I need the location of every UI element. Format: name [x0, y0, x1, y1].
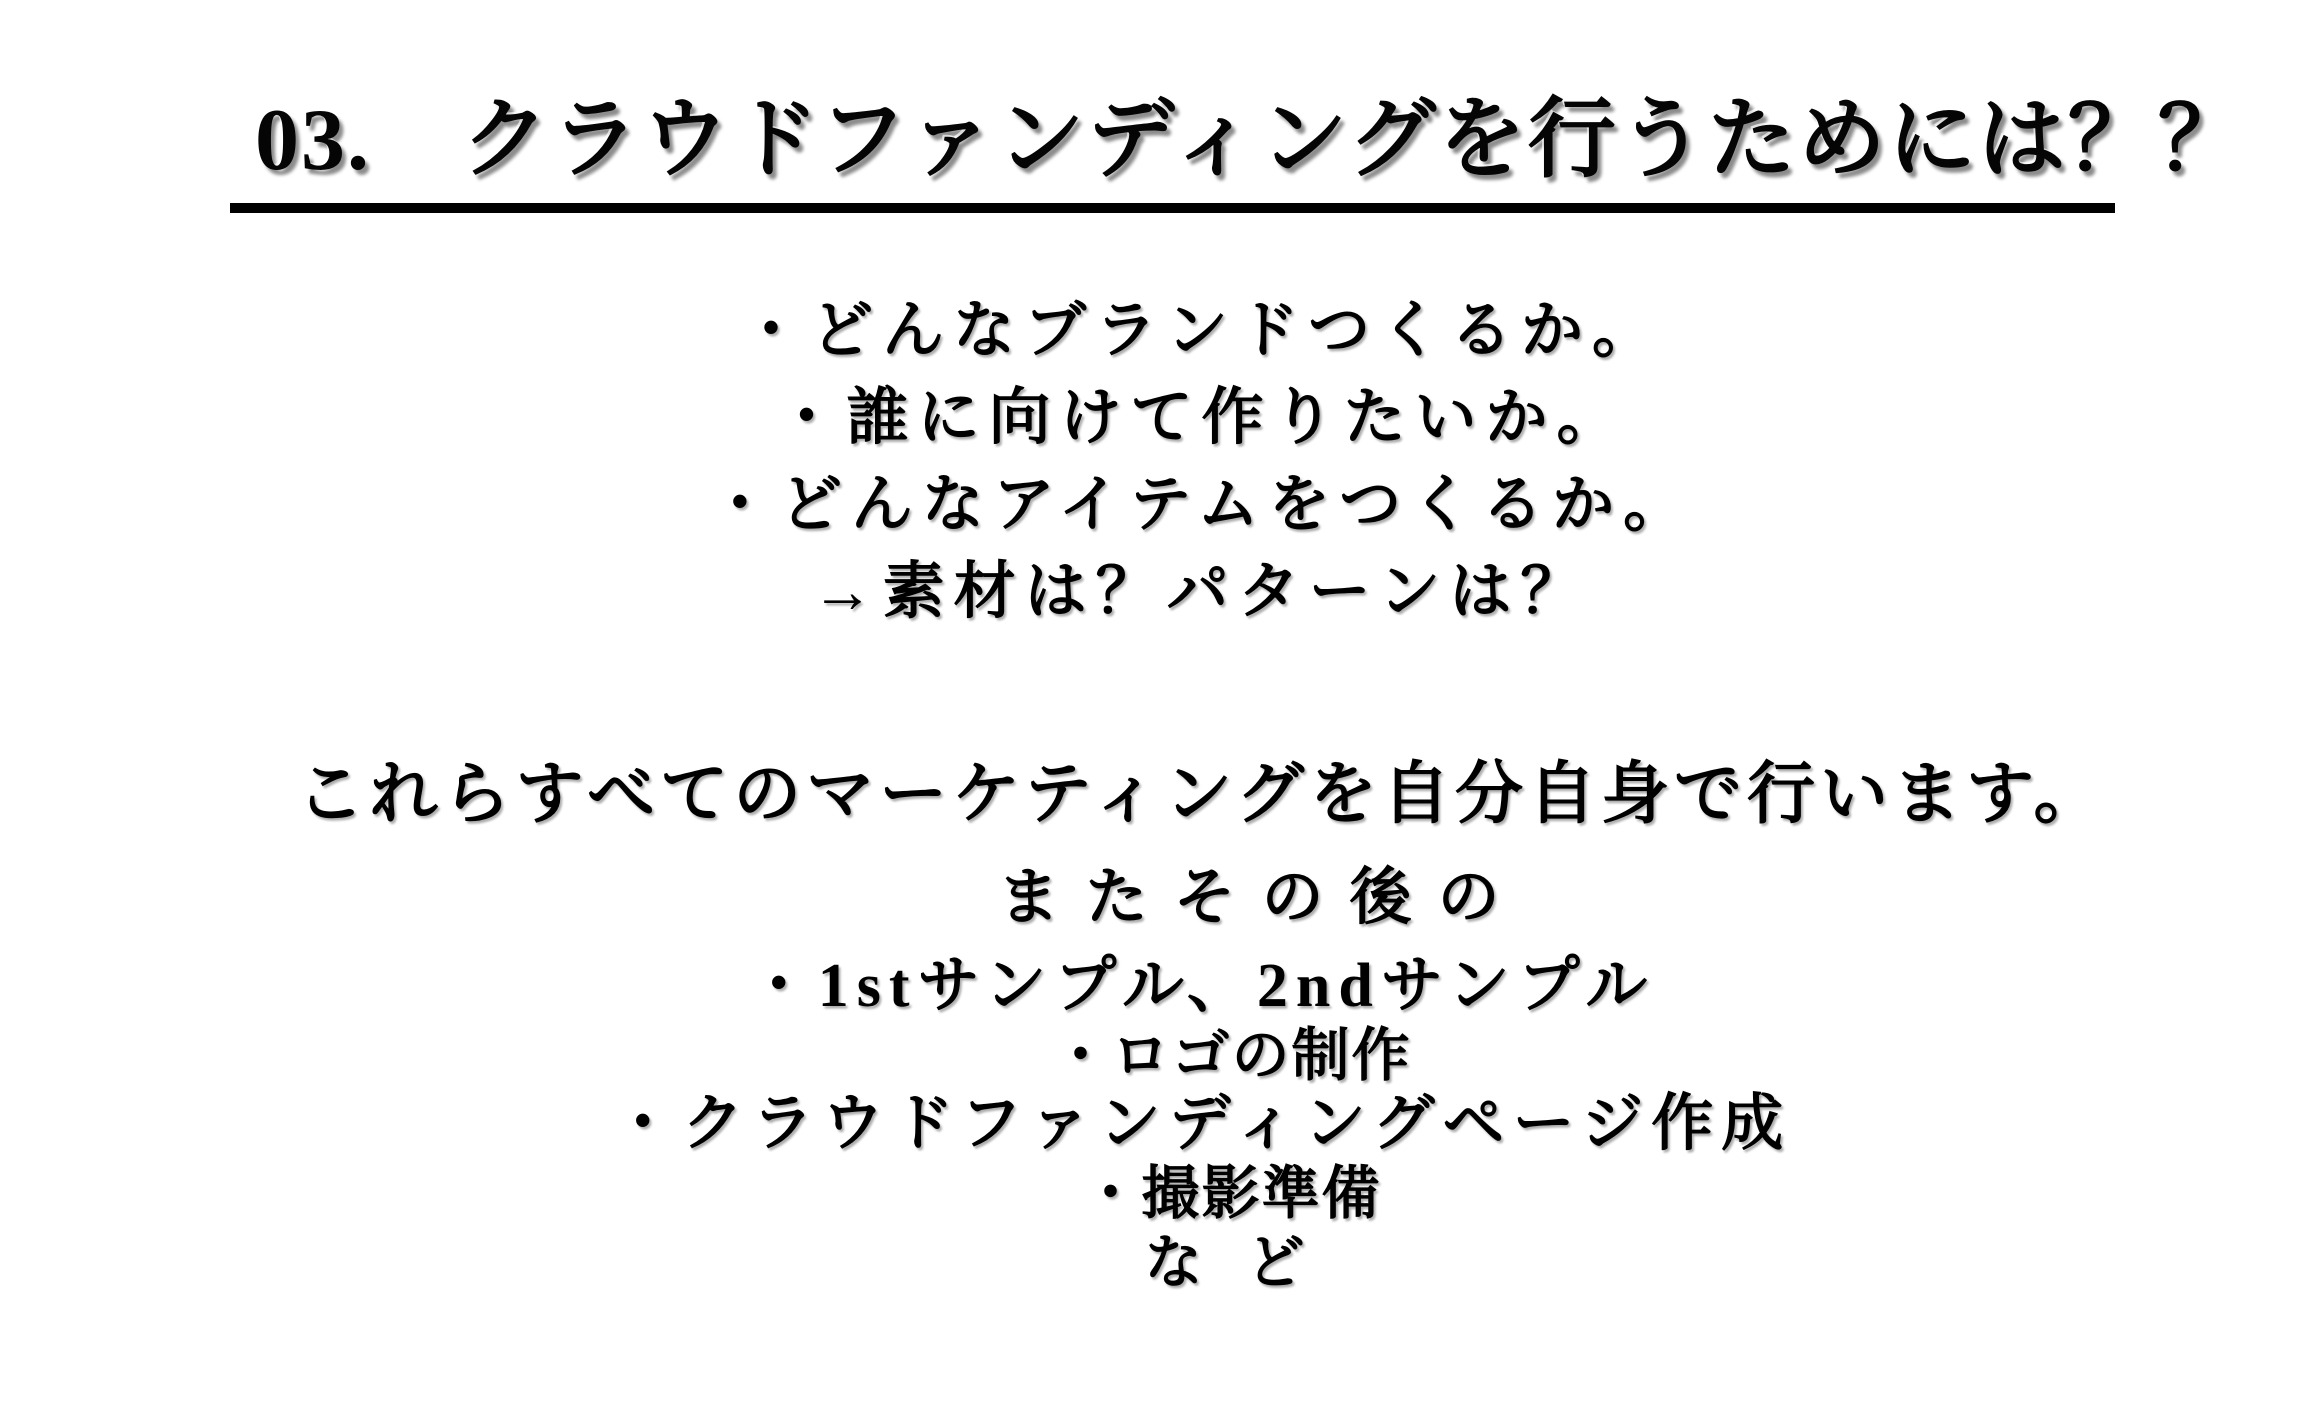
- title-underline: [230, 203, 2115, 213]
- task-item: ・クラウドファンディングページ作成: [611, 1090, 1792, 1158]
- task-list: [0, 952, 2303, 1297]
- slide-title: 03. クラウドファンディングを行うためには？？: [255, 92, 2248, 189]
- marketing-note-line: またその後の: [997, 864, 1526, 932]
- brand-question-item: ・どんなアイテムをつくるか。: [708, 471, 1695, 539]
- task-item: ・1stサンプル、2ndサンプル: [747, 952, 1656, 1020]
- marketing-note-line: これらすべてのマーケティングを自分自身で行います。: [296, 756, 2107, 832]
- marketing-note: [0, 742, 2303, 950]
- brand-question-item: ・誰に向けて作りたいか。: [775, 384, 1628, 452]
- task-item: ・撮影準備: [1081, 1161, 1382, 1226]
- task-list-etc: など: [1144, 1230, 1349, 1295]
- brand-question-followup: →素材は？パターンは？: [811, 558, 1592, 626]
- brand-question-item: ・どんなブランドつくるか。: [739, 297, 1663, 365]
- task-item: ・ロゴの制作: [1051, 1023, 1412, 1088]
- brand-questions-list: [0, 288, 2303, 636]
